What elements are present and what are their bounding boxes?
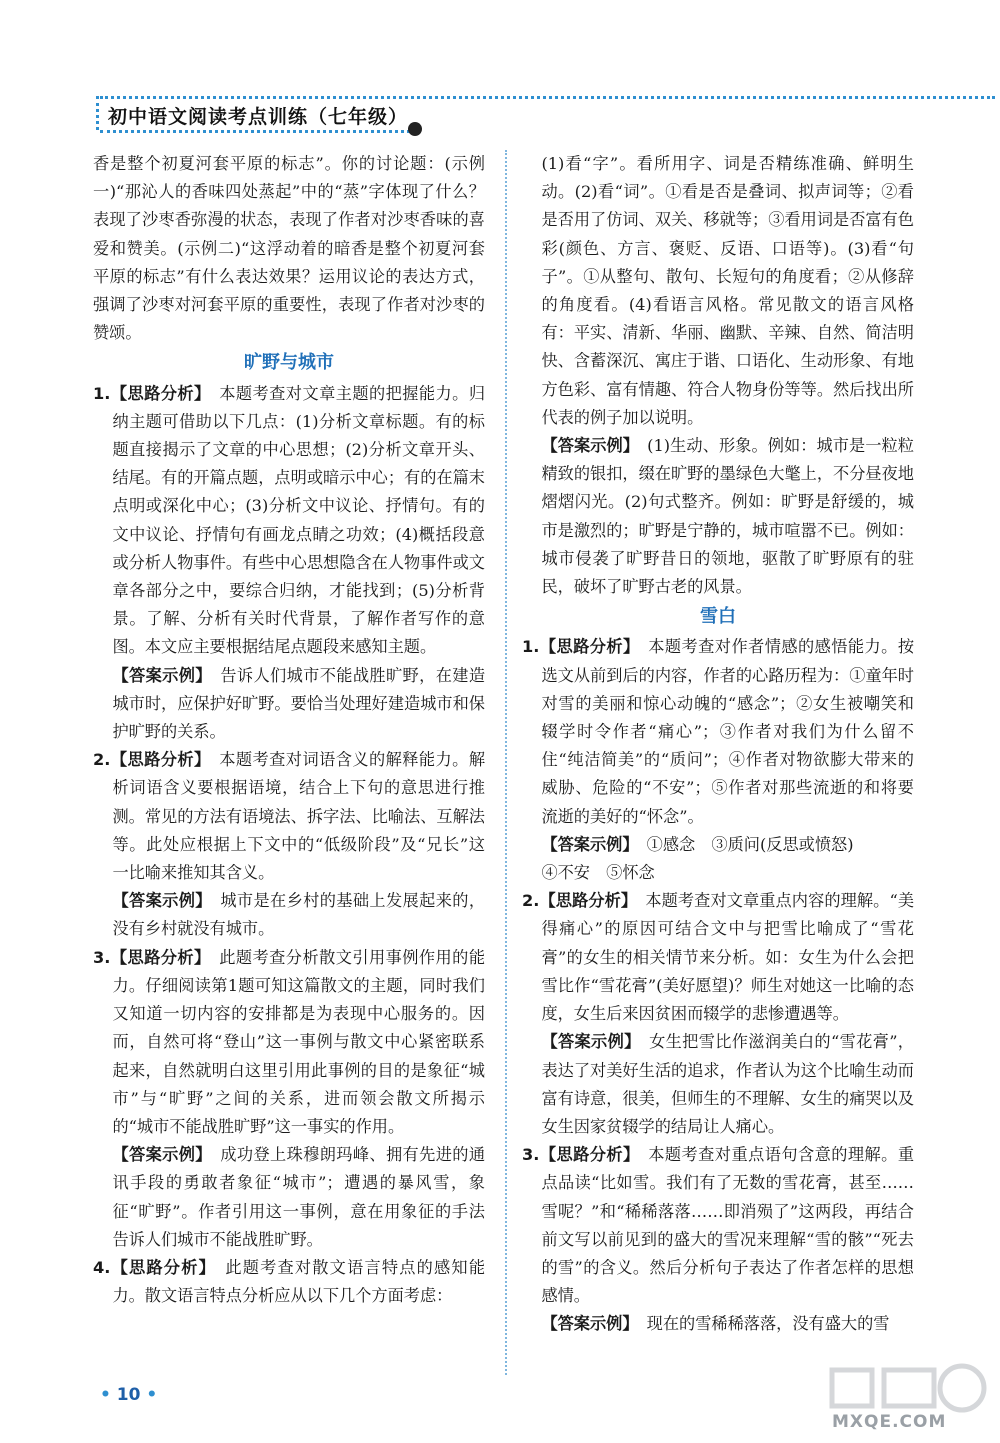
analysis-tag: 【思路分析】 [110,947,203,967]
question-1 [93,380,485,662]
analysis-tag: 【思路分析】 [539,1145,632,1165]
answer-tag: 【答案示例】 [541,1314,631,1334]
answer-tag: 【答案示例】 [112,665,204,685]
answer-3 [93,1141,485,1254]
page-number: • 10 • [100,1385,158,1405]
question-4 [93,1254,485,1310]
title-bullet-icon [408,122,422,136]
answer-1 [93,662,485,747]
question-number: 4. [93,1257,111,1277]
analysis-tag: 【思路分析】 [539,891,630,911]
answer-1-line-2: ④不安 ⑤怀念 [541,863,655,883]
header-dotted-edge [96,96,99,130]
analysis-text: 本题考查对重点语句含意的理解。重点品读“比如雪。我们有了无数的雪花膏，甚至……雪呢？”和“稀稀落落……即消殒了”这两段，再结合前文写以前见到的盛大的雪况来理解“雪的骸”“死去的雪”的含义。然后分析句子表达了作者怎样的思想感情。 [541,1145,915,1306]
answer-4 [522,432,914,601]
left-column [93,150,485,1310]
question-3 [93,944,485,1141]
question-4-continued: (1)看“字”。看所用字、词是否精练准确、鲜明生动。(2)看“词”。①看是否是叠词、拟声词等；②看是否用了仿词、双关、移就等；③看用词是否富有色彩(颜色、方言、褒贬、反语、口语等)。(3)看“句子”。①从整句、散句、长短句的角度看；②从修辞的角度看。(4)看语言风格。常见散文的语言风格有：平实、清新、华丽、幽默、辛辣、自然、简洁明快、含蓄深沉、寓庄于谐、口语化、生动形象、有地方色彩、富有情趣、符合人物身份等等。然后找出所代表的例子加以说明。 [541,154,914,427]
page-number-text: 10 [116,1385,141,1405]
question-number: 2. [93,750,111,770]
analysis-tag: 【思路分析】 [110,383,203,403]
header-dotted-rule [100,96,995,99]
answer-1 [522,831,914,859]
question-number: 1. [93,383,111,403]
analysis-tag: 【思路分析】 [110,1257,208,1277]
answer-text: 城市是在乡村的基础上发展起来的，没有乡村就没有城市。 [112,891,486,939]
answer-text: 女生把雪比作滋润美白的“雪花膏”，表达了对美好生活的追求，作者认为这个比喻生动而富有诗意，很美，但师生的不理解、女生的痛哭以及女生因家贫辍学的结局让人痛心。 [541,1032,914,1136]
answer-2 [522,1028,914,1141]
right-column [522,150,914,1339]
analysis-text: 此题考查分析散文引用事例作用的能力。仔细阅读第1题可知这篇散文的主题，同时我们又知道一切内容的安排都是为表现中心服务的。因而，自然可将“登山”这一事例与散文中心紧密联系起来，自然就明白这里引用此事例的目的是象征“城市”与“旷野”之间的关系，进而领会散文所揭示的“城市不能战胜旷野”这一事实的作用。 [112,947,486,1136]
section-title-xuebai: 雪白 [700,606,736,628]
book-title: 初中语文阅读考点训练（七年级） [108,106,409,128]
watermark-text: MXQE.COM [832,1412,947,1432]
question-number: 1. [522,637,540,657]
answer-text: 现在的雪稀稀落落，没有盛大的雪 [646,1314,890,1334]
column-divider [505,150,507,1375]
analysis-text: 本题考查对词语含义的解释能力。解析词语含义要根据语境，结合上下句的意思进行推测。常见的方法有语境法、拆字法、比喻法、互解法等。此处应根据上下文中的“低级阶段”及“兄长”这一比喻来推知其含义。 [112,750,486,883]
answer-tag: 【答案示例】 [541,1032,633,1052]
answer-tag: 【答案示例】 [112,1145,204,1165]
question-number: 3. [522,1145,540,1165]
answer-tag: 【答案示例】 [541,834,631,854]
analysis-tag: 【思路分析】 [539,637,632,657]
analysis-text: 本题考查对文章主题的把握能力。归纳主题可借助以下几点：(1)分析文章标题。有的标题直接揭示了文章的中心思想；(2)分析文章开头、结尾。有的开篇点题，点明或暗示中心；有的在篇末点明或深化中心；(3)分析文中议论、抒情句。有的文中议论、抒情句有画龙点睛之功效；(4)概括段意或分析人物事件。有些中心思想隐含在人物事件或文章各部分之中，要综合归纳，才能找到；(5)分析背景。了解、分析有关时代背景，了解作者写作的意图。本文应主要根据结尾点题段来感知主题。 [112,383,486,657]
answer-text: 成功登上珠穆朗玛峰、拥有先进的通讯手段的勇敢者象征“城市”；遭遇的暴风雪，象征“旷野”。作者引用这一事例，意在用象征的手法告诉人们城市不能战胜旷野。 [112,1145,486,1249]
answer-tag: 【答案示例】 [112,891,204,911]
title-underline [100,130,410,133]
answer-text: (1)生动、形象。例如：城市是一粒粒精致的银扣，缀在旷野的墨绿色大氅上，不分昼夜地熠熠闪光。(2)句式整齐。例如：旷野是舒缓的，城市是激烈的；旷野是宁静的，城市喧嚣不已。例如：城市侵袭了旷野昔日的领地，驱散了旷野原有的驻民，破坏了旷野古老的风景。 [541,436,914,597]
question-2 [93,746,485,887]
answer-2 [93,887,485,943]
question-3 [522,1141,914,1310]
analysis-text: 本题考查对作者情感的感悟能力。按选文从前到后的内容，作者的心路历程为：①童年时对雪的美丽和惊心动魄的“感念”；②女生被嘲笑和辍学时令作者“痛心”；③作者对我们为什么留不住“纯洁简美”的“质问”；④作者对物欲膨大带来的威胁、危险的“不安”；⑤作者对那些流逝的和将要流逝的美好的“怀念”。 [541,637,915,826]
analysis-text: 本题考查对文章重点内容的理解。“美得痛心”的原因可结合文中与把雪比喻成了“雪花膏”的女生的相关情节来分析。如：女生为什么会把雪比作“雪花膏”(美好愿望)？师生对她这一比喻的态度，女生后来因贫困而辍学的悲惨遭遇等。 [541,891,915,1024]
question-number: 2. [522,891,540,911]
intro-paragraph: 香是整个初夏河套平原的标志”。你的讨论题：(示例一)“那沁人的香味四处蒸起”中的“蒸”字体现了什么？表现了沙枣香弥漫的状态，表现了作者对沙枣香味的喜爱和赞美。(示例二)“这浮动着的暗香是整个初夏河套平原的标志”有什么表达效果？运用议论的表达方式，强调了沙枣对河套平原的重要性，表现了作者对沙枣的赞颂。 [93,154,485,343]
analysis-text: 此题考查对散文语言特点的感知能力。散文语言特点分析应从以下几个方面考虑： [112,1257,486,1306]
answer-text: 告诉人们城市不能战胜旷野，在建造城市时，应保护好旷野。要恰当处理好建造城市和保护旷野的关系。 [112,665,486,742]
question-1 [522,633,914,830]
answer-3 [522,1310,914,1338]
analysis-tag: 【思路分析】 [110,750,203,770]
question-2 [522,887,914,1028]
question-number: 3. [93,947,111,967]
answer-text: ①感念 ③质问(反思或愤怒) [646,834,854,854]
section-title-kuangye: 旷野与城市 [244,352,334,374]
answer-tag: 【答案示例】 [541,436,631,456]
